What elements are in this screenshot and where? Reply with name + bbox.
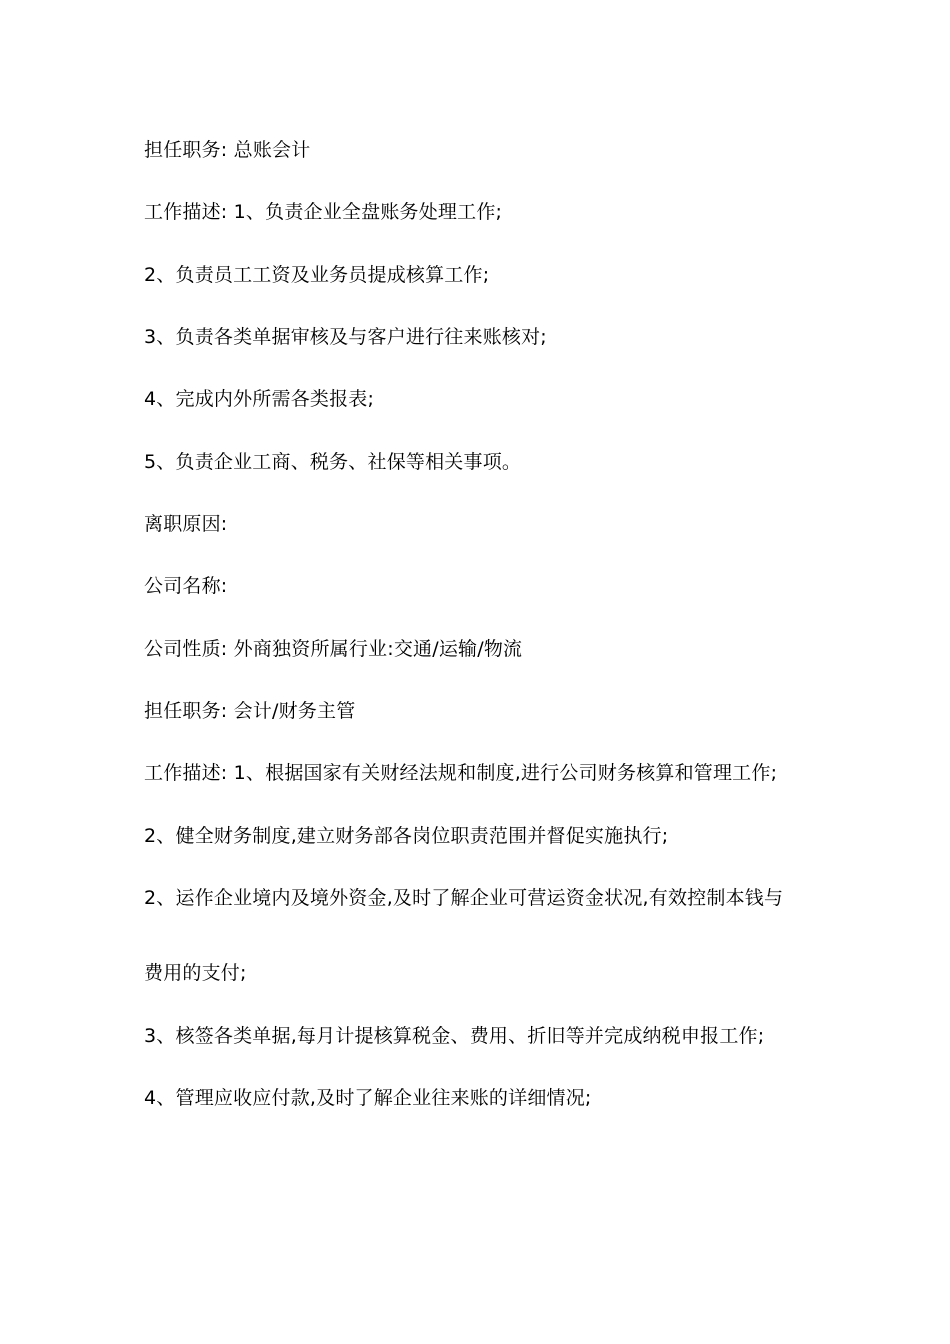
position-line-2: 担任职务: 会计/财务主管 — [144, 700, 356, 722]
company-nature-line: 公司性质: 外商独资所属行业:交通/运输/物流 — [144, 638, 523, 660]
leaving-reason-line: 离职原因: — [144, 513, 228, 535]
position-line-1: 担任职务: 总账会计 — [144, 139, 311, 161]
company-name-line: 公司名称: — [144, 575, 228, 597]
job-description-item-2c-continued: 费用的支付; — [144, 962, 247, 984]
job-description-line-2: 工作描述: 1、根据国家有关财经法规和制度,进行公司财务核算和管理工作; — [144, 762, 778, 784]
job-description-item-5: 5、负责企业工商、税务、社保等相关事项。 — [144, 451, 522, 473]
job-description-line-1: 工作描述: 1、负责企业全盘账务处理工作; — [144, 201, 503, 223]
job-description-item-4b: 4、管理应收应付款,及时了解企业往来账的详细情况; — [144, 1087, 592, 1109]
job-description-item-4: 4、完成内外所需各类报表; — [144, 388, 375, 410]
job-description-item-3b: 3、核签各类单据,每月计提核算税金、费用、折旧等并完成纳税申报工作; — [144, 1025, 765, 1047]
job-description-item-2: 2、负责员工工资及业务员提成核算工作; — [144, 264, 490, 286]
job-description-item-2c: 2、运作企业境内及境外资金,及时了解企业可营运资金状况,有效控制本钱与 — [144, 887, 784, 909]
job-description-item-3: 3、负责各类单据审核及与客户进行往来账核对; — [144, 326, 547, 348]
job-description-item-2b: 2、健全财务制度,建立财务部各岗位职责范围并督促实施执行; — [144, 825, 669, 847]
